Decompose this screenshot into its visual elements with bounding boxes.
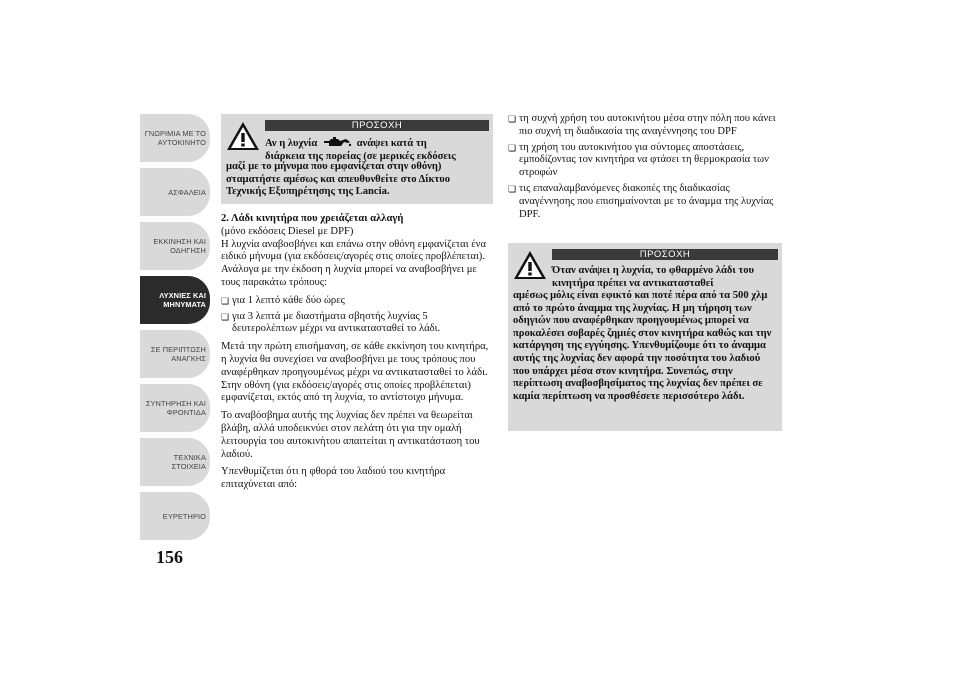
paragraph: Μετά την πρώτη επισήμανση, σε κάθε εκκίνηση του κινητήρα, η λυχνία θα συνεχίσει να αναβοσβήνει με τους τρόπους που αναφέρθηκαν προηγουμένως μέχρι να αντικατασταθεί το λάδι. Στην οθόνη (για εκδόσεις/αγορές στις οποίες προβλέπεται) εμφανίζεται, εκτός από τη λυχνία, το αντίστοιχο μήνυμα. [221, 341, 489, 404]
warning-box [508, 243, 782, 431]
warning-text-a: Αν η λυχνία [265, 138, 318, 149]
warning-text-b: ανάψει κατά τη [356, 138, 427, 149]
tab-label: ΛΥΧΝΙΕΣ ΚΑΙ ΜΗΝΥΜΑΤΑ [159, 291, 206, 309]
tab-emergency[interactable] [140, 330, 210, 378]
bullet-item: ❏ για 3 λεπτά με διαστήματα σβηστής λυχνίας 5 δευτερολέπτων μέχρι να αντικατασταθεί το λάδι. [221, 311, 494, 337]
warning-heading: ΠΡΟΣΟΧΗ [265, 120, 489, 131]
section-subheading: (μόνο εκδόσεις Diesel με DPF) [221, 225, 354, 237]
oil-can-icon [322, 136, 352, 148]
warning-box [221, 114, 493, 204]
tab-warning-lights[interactable] [140, 276, 210, 324]
tab-label: ΑΣΦΑΛΕΙΑ [168, 187, 206, 197]
tab-technical-data[interactable] [140, 438, 210, 486]
tab-maintenance[interactable] [140, 384, 210, 432]
bullet-item: ❏ τη χρήση του αυτοκινήτου για σύντομες αποστάσεις, εμποδίζοντας τον κινητήρα να φτάσει τη θερμοκρασία των στροφών [508, 142, 782, 180]
tab-label: ΣΕ ΠΕΡΙΠΤΩΣΗ ΑΝΑΓΚΗΣ [150, 345, 206, 363]
tab-index[interactable] [140, 492, 210, 540]
warning-text-c: διάρκεια της πορείας (σε μερικές εκδόσεις [265, 150, 456, 162]
tab-starting-driving[interactable] [140, 222, 210, 270]
paragraph: Υπενθυμίζεται ότι η φθορά του λαδιού του κινητήρα επιταχύνεται από: [221, 466, 446, 491]
bullet-item: ❏ τη συχνή χρήση του αυτοκινήτου μέσα στην πόλη που κάνει πιο συχνή τη διαδικασία της αναγέννησης του DPF [508, 113, 782, 139]
warning-body: μαζί με το μήνυμα που εμφανίζεται στην οθόνη) σταματήστε αμέσως και απευθυνθείτε στο Δίκτυο Τεχνικής Εξυπηρέτησης της Lancia. [226, 161, 451, 198]
tab-label: ΓΝΩΡΙΜΙΑ ΜΕ ΤΟ ΑΥΤΟΚΙΝΗΤΟ [144, 129, 206, 147]
warning-intro: Όταν ανάψει η λυχνία, το φθαρμένο λάδι του κινητήρα πρέπει να αντικατασταθεί [552, 265, 755, 289]
paragraph: Η λυχνία αναβοσβήνει και επάνω στην οθόνη εμφανίζεται ένα ειδικό μήνυμα (για εκδόσεις/αγορές στις οποίες προβλέπεται). Ανάλογα με την έκδοση η λυχνία μπορεί να αναβοσβήνει με τους παρακάτω τρόπους: [221, 238, 486, 288]
warning-triangle-icon [226, 121, 260, 151]
tab-label: ΕΚΚΙΝΗΣΗ ΚΑΙ ΟΔΗΓΗΣΗ [153, 237, 206, 255]
tab-getting-to-know[interactable] [140, 114, 210, 162]
warning-triangle-icon [513, 250, 547, 280]
warning-intro [265, 136, 489, 163]
tab-safety[interactable] [140, 168, 210, 216]
warning-body: αμέσως μόλις είναι εφικτό και ποτέ πέρα από τα 500 χλμ από το πρώτο άναμμα της λυχνίας. Η μη τήρηση των οδηγιών που αναφέρθηκαν προηγουμένως μπορεί να προκαλέσει σοβαρές ζημιές στον κινητήρα καθώς και την κατάργηση της εγγύησης. Υπενθυμίζουμε ότι το άναμμα αυτής της λυχνίας δεν αφορά την ποσότητα του λαδιού που υπάρχει μέσα στον κινητήρα. Συνεπώς, στην περίπτωση αναβοσβησίματος της λυχνίας δεν πρέπει σε καμία περίπτωση να προσθέσετε περισσότερο λάδι. [513, 290, 772, 402]
right-column [508, 113, 782, 224]
tab-label: ΤΕΧΝΙΚΑ ΣΤΟΙΧΕΙΑ [171, 453, 206, 471]
bullet-item: ❏ για 1 λεπτό κάθε δύο ώρες [221, 295, 494, 308]
paragraph: Το αναβόσβημα αυτής της λυχνίας δεν πρέπει να θεωρείται βλάβη, αλλά υποδεικνύει στον πελάτη ότι για την ομαλή λειτουργία του αυτοκινήτου απαιτείται η αντικατάσταση του λαδιού. [221, 410, 480, 460]
tab-label: ΕΥΡΕΤΗΡΙΟ [162, 511, 206, 521]
warning-heading: ΠΡΟΣΟΧΗ [552, 249, 778, 260]
left-column [221, 213, 494, 497]
bullet-item: ❏ τις επαναλαμβανόμενες διακοπές της διαδικασίας αναγέννησης που επισημαίνονται με το άναμμα της λυχνίας DPF. [508, 183, 782, 221]
page-number: 156 [156, 547, 183, 567]
tab-label: ΣΥΝΤΗΡΗΣΗ ΚΑΙ ΦΡΟΝΤΙΔΑ [145, 399, 206, 417]
section-heading: 2. Λάδι κινητήρα που χρειάζεται αλλαγή [221, 213, 404, 224]
